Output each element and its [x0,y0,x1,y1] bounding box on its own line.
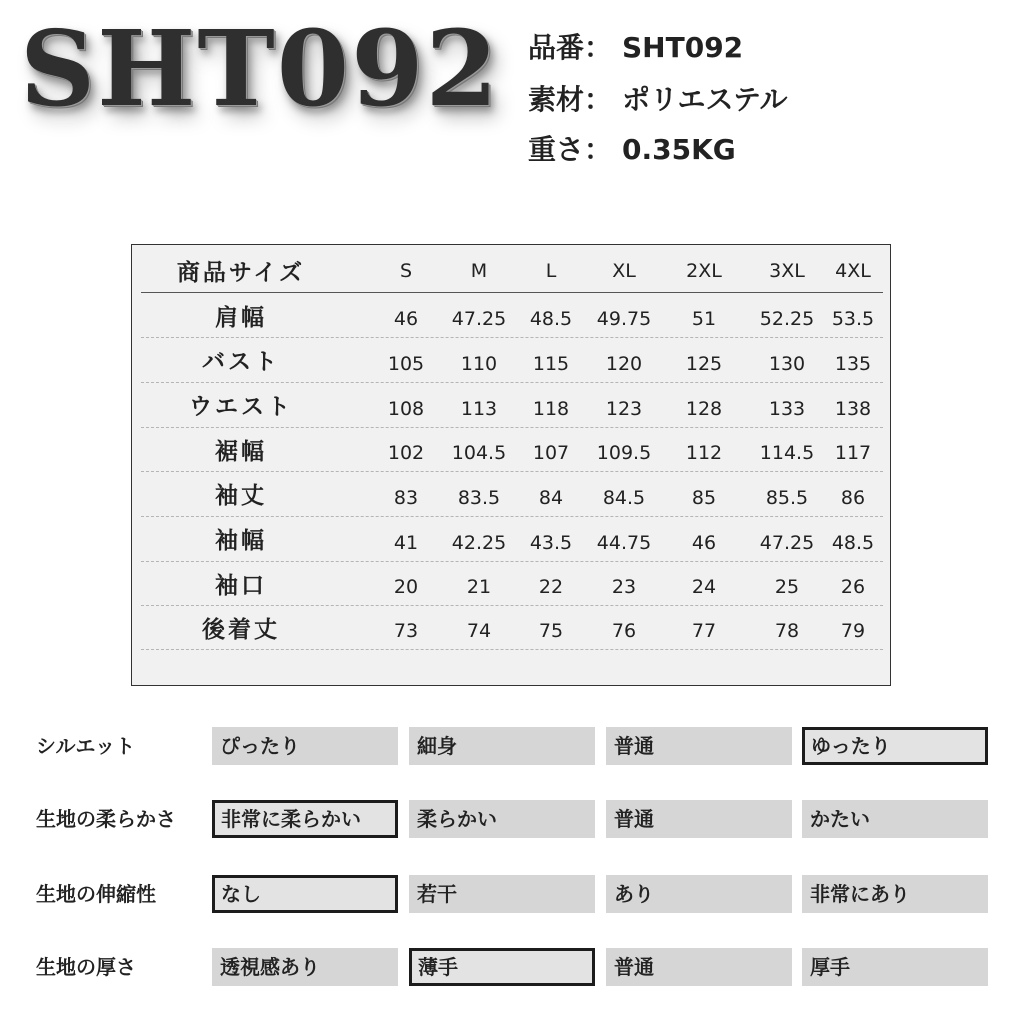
table-cell: 105 [387,352,425,375]
table-row [141,605,883,650]
rating-option: ぴったり [212,727,398,765]
spec-weight [528,128,736,168]
measurement-label: 裾幅 [215,438,267,465]
size-col-s: S [399,259,413,282]
spec-material [528,78,788,118]
spec-label: 重さ： [528,133,613,166]
table-cell: 41 [393,531,419,554]
table-cell: 23 [611,576,637,598]
measurement-label: 肩幅 [215,304,267,331]
table-cell: 77 [691,620,717,642]
table-cell: 76 [611,620,637,642]
table-row [141,427,883,472]
table-cell: 21 [466,576,492,598]
table-cell: 120 [605,352,643,375]
rating-option-selected: 非常に柔らかい [212,800,398,838]
rating-label: シルエット [36,734,136,758]
table-cell: 25 [774,576,800,598]
table-cell: 112 [685,442,723,464]
table-cell: 47.25 [451,308,507,330]
rating-option: かたい [802,800,988,838]
product-logo: SHT092 [20,7,500,130]
table-cell: 42.25 [451,531,507,554]
table-cell: 130 [768,352,806,375]
table-cell: 85.5 [765,486,809,509]
table-cell: 109.5 [596,442,652,464]
rating-option: 細身 [409,727,595,765]
rating-option: 普通 [606,800,792,838]
table-cell: 102 [387,442,425,464]
table-cell: 85 [691,486,717,509]
table-cell: 47.25 [759,531,815,554]
rating-option: 厚手 [802,948,988,986]
table-cell: 26 [840,576,866,598]
table-cell: 113 [460,397,498,420]
table-cell: 43.5 [529,531,573,554]
table-cell: 73 [393,620,419,642]
measurement-label: ウエスト [189,394,293,420]
size-col-xl: XL [612,259,636,282]
table-cell: 118 [532,397,570,420]
table-row [141,293,883,338]
size-col-4xl: 4XL [835,259,871,282]
table-cell: 107 [532,442,570,464]
measurement-label: 袖丈 [215,483,267,509]
table-cell: 123 [605,397,643,420]
table-cell: 24 [691,576,717,598]
rating-option: あり [606,875,792,913]
table-cell: 79 [840,620,866,642]
table-cell: 114.5 [759,442,815,464]
table-cell: 83.5 [457,486,501,509]
table-cell: 125 [685,352,723,375]
table-cell: 49.75 [596,308,652,330]
size-chart-table [131,244,891,686]
size-col-3xl: 3XL [769,259,805,282]
table-cell: 51 [691,308,717,330]
table-cell: 138 [834,397,872,420]
spec-value: 0.35KG [622,133,736,166]
rating-option: 普通 [606,948,792,986]
size-col-l: L [545,259,557,282]
table-row [141,382,883,428]
rating-option-selected: なし [212,875,398,913]
rating-option: 若干 [409,875,595,913]
table-cell: 108 [387,397,425,420]
table-cell: 53.5 [831,308,875,330]
table-row [141,337,883,383]
table-cell: 135 [834,352,872,375]
spec-product-code [528,26,743,66]
table-row [141,471,883,517]
table-cell: 84 [538,486,564,509]
table-cell: 86 [840,486,866,509]
table-cell: 75 [538,620,564,642]
measurement-label: バスト [202,349,280,375]
rating-option: 透視感あり [212,948,398,986]
spec-label: 品番： [528,31,613,64]
measurement-label: 後着丈 [202,616,280,643]
table-cell: 52.25 [759,308,815,330]
table-cell: 44.75 [596,531,652,554]
size-col-2xl: 2XL [686,259,722,282]
rating-option: 非常にあり [802,875,988,913]
rating-option: 普通 [606,727,792,765]
table-row [141,561,883,606]
spec-label: 素材： [528,83,613,116]
measurement-label: 袖幅 [215,528,267,554]
size-table-header-row [141,249,883,293]
rating-option: 柔らかい [409,800,595,838]
table-cell: 46 [691,531,717,554]
table-cell: 84.5 [602,486,646,509]
table-cell: 48.5 [529,308,573,330]
rating-option-selected: ゆったり [802,727,988,765]
rating-label: 生地の厚さ [36,955,136,979]
table-cell: 22 [538,576,564,598]
table-cell: 117 [834,442,872,464]
table-cell: 74 [466,620,492,642]
table-cell: 104.5 [451,442,507,464]
table-cell: 133 [768,397,806,420]
table-row [141,516,883,562]
spec-value: ポリエステル [622,83,788,116]
measurement-label: 袖口 [215,572,267,599]
rating-option-selected: 薄手 [409,948,595,986]
table-cell: 128 [685,397,723,420]
table-cell: 110 [460,352,498,375]
table-cell: 20 [393,576,419,598]
table-cell: 46 [393,308,419,330]
table-cell: 115 [532,352,570,375]
rating-label: 生地の柔らかさ [36,807,176,831]
rating-label: 生地の伸縮性 [36,882,156,906]
table-cell: 83 [393,486,419,509]
size-col-m: M [470,259,488,282]
spec-value: SHT092 [622,31,744,64]
size-header-label: 商品サイズ [176,260,306,286]
table-cell: 78 [774,620,800,642]
table-cell: 48.5 [831,531,875,554]
